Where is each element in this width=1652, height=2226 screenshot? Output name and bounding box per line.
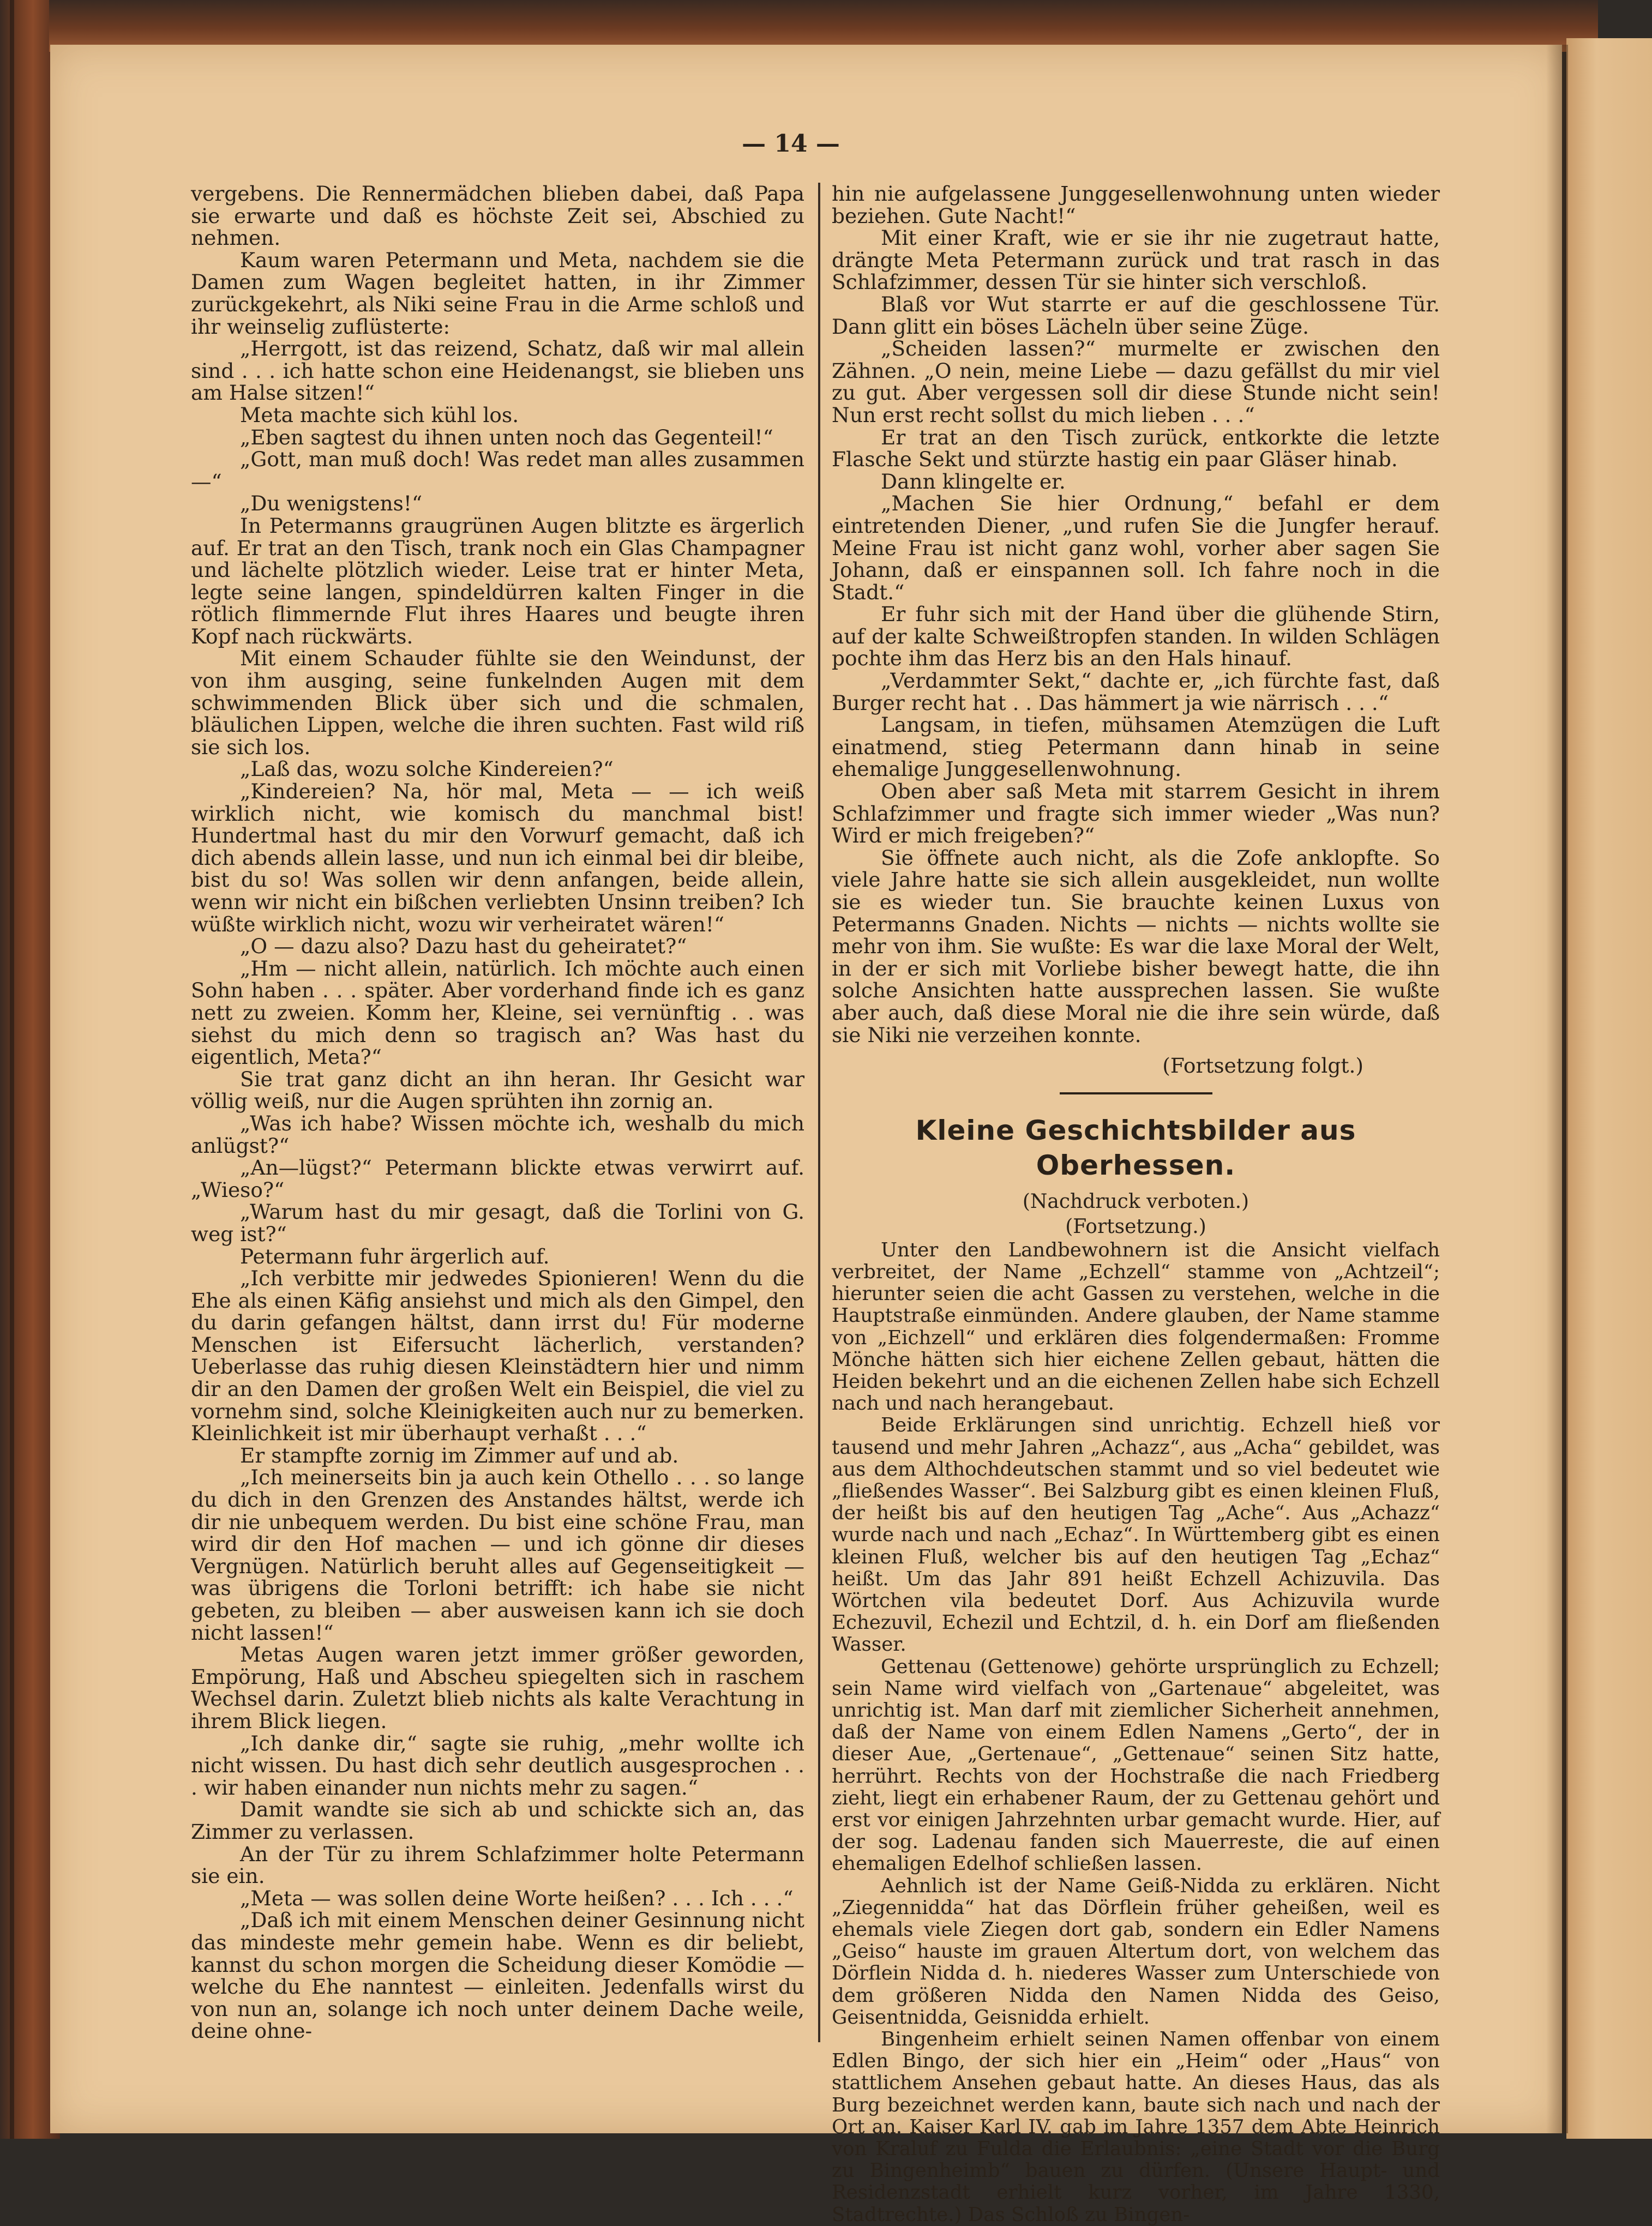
paragraph: „Daß ich mit einem Menschen deiner Gesinnung nicht das mindeste mehr gemein habe. Wenn es dir beliebt, kannst du schon morgen die Scheidung dieser Komödie — welche du Ehe nanntest — einleiten. Jedenfalls wirst du von nun an, solange ich noch unter deinem Dache weile, deine ohne- (191, 1908, 804, 2043)
paragraph: Mit einem Schauder fühlte sie den Weindunst, der von ihm ausging, seine funkelnden Augen mit dem schwimmenden Blick über sich und die schmalen, bläulichen Lippen, welche die ihren suchten. Fast wild riß sie sich los. (191, 646, 804, 759)
paragraph: Sie öffnete auch nicht, als die Zofe anklopfte. So viele Jahre hatte sie sich allein ausgekleidet, nun wollte sie es wieder tun. Sie brauchte keinen Luxus von Petermanns Gnaden. Nichts — nichts — nichts wollte sie mehr von ihm. Sie wußte: Es war die laxe Moral der Welt, in der er sich mit Vorliebe bisher bewegt hatte, die ihn solche Ansichten hatte aussprechen lassen. Sie wußte aber auch, daß diese Moral nie die ihre sein würde, daß sie Niki nie verzeihen konnte. (832, 845, 1440, 1047)
continued-note: (Fortsetzung folgt.) (1162, 1054, 1363, 1078)
section-rule (1060, 1092, 1212, 1094)
column-divider (818, 183, 820, 2042)
paragraph: „Meta — was sollen deine Worte heißen? . . . Ich . . .“ (240, 1886, 794, 1910)
paragraph: „Verdammter Sekt,“ dachte er, „ich fürchte fast, daß Burger recht hat . . Das hämmert ja wie närrisch . . .“ (832, 669, 1440, 715)
paragraph: „Eben sagtest du ihnen unten noch das Gegenteil!“ (240, 425, 773, 449)
book-cover-edge (49, 0, 1598, 52)
paragraph: „Machen Sie hier Ordnung,“ befahl er dem eintretenden Diener, „und rufen Sie die Jungfer herauf. Meine Frau ist nicht ganz wohl, vorher aber sagen Sie Johann, daß er einspannen soll. Ich fahre noch in die Stadt.“ (832, 491, 1440, 604)
paragraph: Sie trat ganz dicht an ihn heran. Ihr Gesicht war völlig weiß, nur die Augen sprühten ihn zornig an. (191, 1067, 804, 1114)
reprint-note: (Nachdruck verboten.) (1022, 1190, 1249, 1213)
paragraph: hin nie aufgelassene Junggesellenwohnung unten wieder beziehen. Gute Nacht!“ (832, 182, 1440, 228)
paragraph: „Scheiden lassen?“ murmelte er zwischen den Zähnen. „O nein, meine Liebe — dazu gefällst du mir viel zu gut. Aber vergessen soll dir diese Stunde nicht sein! Nun erst recht sollst du mich lieben . . .“ (832, 336, 1440, 427)
paragraph: Gettenau (Gettenowe) gehörte ursprünglich zu Echzell; sein Name wird vielfach von „Gartenaue“ abgeleitet, was unrichtig ist. Man darf mit ziemlicher Sicherheit annehmen, daß der Name von einem Edlen Namens „Gerto“, der in dieser Aue, „Gertenaue“, „Gettenaue“ seinen Sitz hatte, herrührt. Rechts von der Hochstraße die nach Friedberg zieht, liegt ein erhabener Raum, der zu Gettenau gehört und erst vor einigen Jahrzehnten urbar gemacht wurde. Hier, auf der sog. Ladenau fanden sich Mauerreste, die auf einen ehemaligen Edelhof schließen lassen. (832, 1655, 1440, 1875)
paragraph: Er stampfte zornig im Zimmer auf und ab. (240, 1443, 679, 1467)
paragraph: Er fuhr sich mit der Hand über die glühende Stirn, auf der kalte Schweißtropfen standen. In wilden Schlägen pochte ihm das Herz bis an den Hals hinauf. (832, 602, 1440, 671)
paragraph: „An—lügst?“ Petermann blickte etwas verwirrt auf. „Wieso?“ (191, 1156, 804, 1202)
paragraph: „Gott, man muß doch! Was redet man alles zusammen —“ (191, 447, 804, 494)
paragraph: Er trat an den Tisch zurück, entkorkte die letzte Flasche Sekt und stürzte hastig ein paar Gläser hinab. (832, 425, 1440, 472)
paragraph: Aehnlich ist der Name Geiß-Nidda zu erklären. Nicht „Ziegennidda“ hat das Dörflein früher geheißen, weil es ehemals viele Ziegen dort gab, sondern ein Edler Namens „Geiso“ hauste im grauen Altertum dort, von welchem das Dörflein Nidda d. h. niederes Wasser zum Unterschiede von dem größeren Nidda den Namen Nidda des Geiso, Geisentnidda, Geisnidda erhielt. (832, 1874, 1440, 2029)
paragraph: „Ich meinerseits bin ja auch kein Othello . . . so lange du dich in den Grenzen des Anstandes hältst, werde ich dir nie unbequem werden. Du bist eine schöne Frau, man wird dir den Hof machen — und ich gönne dir dieses Vergnügen. Natürlich beruht alles auf Gegenseitigkeit — was übrigens die Torloni betrifft: ich habe sie nicht gebeten, zu bleiben — aber ausweisen kann ich sie doch nicht lassen!“ (191, 1465, 804, 1645)
paragraph: Metas Augen waren jetzt immer größer geworden, Empörung, Haß und Abscheu spiegelten sich in raschem Wechsel darin. Zuletzt blieb nichts als kalte Verachtung in ihrem Blick liegen. (191, 1643, 804, 1733)
continuation-note: (Fortsetzung.) (1065, 1215, 1206, 1238)
paragraph: An der Tür zu ihrem Schlafzimmer holte Petermann sie ein. (191, 1842, 804, 1888)
paragraph: „Du wenigstens!“ (240, 491, 423, 516)
paragraph: „Was ich habe? Wissen möchte ich, weshalb du mich anlügst?“ (191, 1111, 804, 1158)
paragraph: „Warum hast du mir gesagt, daß die Torlini von G. weg ist?“ (191, 1200, 804, 1246)
paragraph: „Laß das, wozu solche Kindereien?“ (240, 757, 614, 781)
paragraph: „O — dazu also? Dazu hast du geheiratet?“ (240, 934, 687, 959)
paragraph: Meta machte sich kühl los. (240, 402, 519, 427)
paragraph: Blaß vor Wut starrte er auf die geschlossene Tür. Dann glitt ein böses Lächeln über seine Züge. (832, 292, 1440, 339)
paragraph: vergebens. Die Rennermädchen blieben dabei, daß Papa sie erwarte und daß es höchste Zeit sei, Abschied zu nehmen. (191, 182, 804, 250)
paragraph: Oben aber saß Meta mit starrem Gesicht in ihrem Schlafzimmer und fragte sich immer wieder „Was nun? Wird er mich freigeben?“ (832, 779, 1440, 848)
paragraph: „Hm — nicht allein, natürlich. Ich möchte auch einen Sohn haben . . . später. Aber vorderhand finde ich es ganz nett zu zweien. Komm her, Kleine, sei vernünftig . . was siehst du mich denn so tragisch an? Was hast du eigentlich, Meta?“ (191, 956, 804, 1069)
paragraph: „Ich verbitte mir jedwedes Spionieren! Wenn du die Ehe als einen Käfig ansiehst und mich als den Gimpel, den du darin gefangen hältst, dann irrst du! Für moderne Menschen ist Eifersucht lächerlich, verstanden? Ueberlasse das ruhig diesen Kleinstädtern hier und nimm dir an den Damen der großen Welt ein Beispiel, die viel zu vornehm sind, solche Kleinigkeiten auch nur zu bemerken. Kleinlichkeit ist mir überhaupt verhaßt . . .“ (191, 1266, 804, 1446)
paragraph: „Kindereien? Na, hör mal, Meta — — ich weiß wirklich nicht, wie komisch du manchmal bist! Hundertmal hast du mir den Vorwurf gemacht, daß ich dich abends allein lasse, und nun ich einmal bei dir bleibe, bist du so! Was sollen wir denn anfangen, beide allein, wenn wir nicht ein bißchen verliebten Unsinn treiben? Ich wüßte wirklich nicht, wozu wir verheiratet wären!“ (191, 779, 804, 936)
article (832, 1113, 1440, 2226)
paragraph: Bingenheim erhielt seinen Namen offenbar von einem Edlen Bingo, der sich hier ein „Heim“ oder „Haus“ von stattlichem Ansehen gebaut hatte. An dieses Haus, das als Burg bezeichnet werden kann, baute sich nach und nach der Ort an. Kaiser Karl IV. gab im Jahre 1357 dem Abte Heinrich von Kraluf zu Fulda die Erlaubnis: „eine Stadt vor die Burg zu Bingenheimb“ bauen zu dürfen. (Unsere Haupt- und Residenzstadt erhielt kurz vorher, im Jahre 1330, Stadtrechte.) Das Schloß zu Bingen- (832, 2028, 1440, 2226)
paragraph: „Herrgott, ist das reizend, Schatz, daß wir mal allein sind . . . ich hatte schon eine Heidenangst, sie blieben uns am Halse sitzen!“ (191, 336, 804, 405)
adjacent-page-edge (1566, 38, 1652, 2139)
paragraph: Unter den Landbewohnern ist die Ansicht vielfach verbreitet, der Name „Echzell“ stamme von „Achtzeil“; hierunter seien die acht Gassen zu verstehen, welche in die Hauptstraße einmünden. Andere glauben, der Name stamme von „Eichzell“ und erklären dies folgendermaßen: Fromme Mönche hätten sich hier eichene Zellen gebaut, hätten die Heiden bekehrt und an die eichenen Zellen habe sich Echzell nach und nach herangebaut. (832, 1238, 1440, 1415)
page-number: — 14 — (742, 130, 840, 158)
right-column (832, 183, 1440, 2226)
gutter-shadow (1546, 45, 1568, 2133)
article-title: Kleine Geschichtsbilder aus Oberhessen. (915, 1114, 1356, 1181)
paragraph: Damit wandte sie sich ab und schickte sich an, das Zimmer zu verlassen. (191, 1797, 804, 1844)
paragraph: Petermann fuhr ärgerlich auf. (240, 1244, 550, 1268)
paragraph: Kaum waren Petermann und Meta, nachdem sie die Damen zum Wagen begleitet hatten, in ihr Zimmer zurückgekehrt, als Niki seine Frau in die Arme schloß und ihr weinselig zuflüsterte: (191, 248, 804, 339)
paragraph: Mit einer Kraft, wie er sie ihr nie zugetraut hatte, drängte Meta Petermann zurück und trat rasch in das Schlafzimmer, dessen Tür sie hinter sich verschloß. (832, 226, 1440, 294)
paragraph: Dann klingelte er. (881, 469, 1066, 494)
paragraph: „Ich danke dir,“ sagte sie ruhig, „mehr wollte ich nicht wissen. Du hast dich sehr deutlich ausgesprochen . . . wir haben einander nun nichts mehr zu sagen.“ (191, 1731, 804, 1800)
paragraph: In Petermanns graugrünen Augen blitzte es ärgerlich auf. Er trat an den Tisch, trank noch ein Glas Champagner und lächelte plötzlich wieder. Leise trat er hinter Meta, legte seine langen, spindeldürren kalten Finger in die rötlich flimmernde Flut ihres Haares und beugte ihren Kopf nach rückwärts. (191, 513, 804, 648)
left-column (191, 183, 804, 2042)
paragraph: Beide Erklärungen sind unrichtig. Echzell hieß vor tausend und mehr Jahren „Achazz“, aus „Acha“ gebildet, was aus dem Althochdeutschen stammt und so viel bedeutet wie „fließendes Wasser“. Bei Salzburg gibt es einen kleinen Fluß, der heißt bis auf den heutigen Tag „Ache“. Aus „Achazz“ wurde nach und nach „Echaz“. In Württemberg gibt es einen kleinen Fluß, welcher bis auf den heutigen Tag „Echaz“ heißt. Um das Jahr 891 heißt Echzell Achizuvila. Das Wörtchen vila bedeutet Dorf. Aus Achizuvila wurde Echezuvil, Echezil und Echtzil, d. h. ein Dorf am fließenden Wasser. (832, 1414, 1440, 1656)
paragraph: Langsam, in tiefen, mühsamen Atemzügen die Luft einatmend, stieg Petermann dann hinab in seine ehemalige Junggesellenwohnung. (832, 713, 1440, 781)
